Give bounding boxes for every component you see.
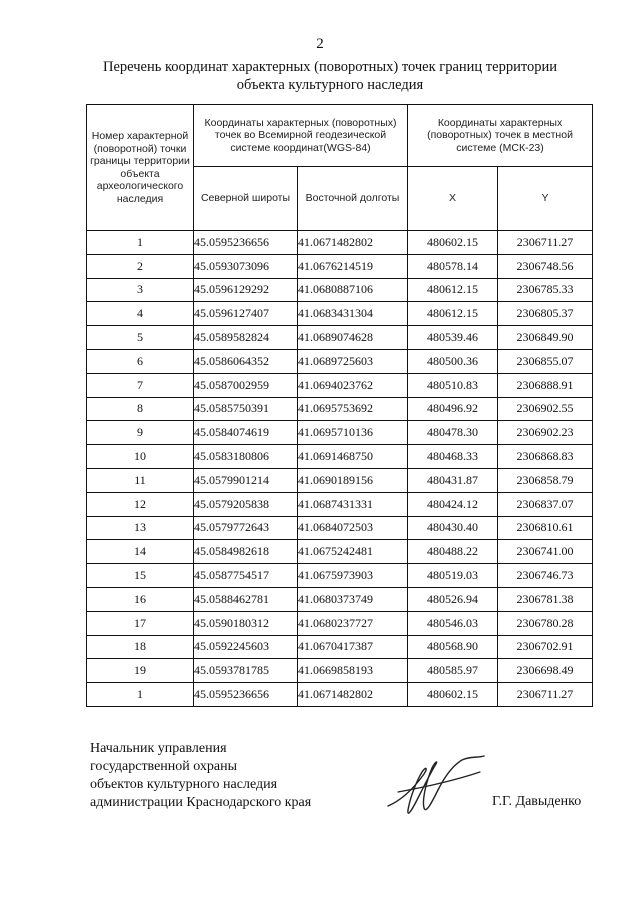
table-row — [87, 373, 593, 397]
latitude-cell: 45.0579772643 — [194, 516, 298, 540]
longitude-cell: 41.0683431304 — [298, 302, 408, 326]
x-coordinate-cell: 480568.90 — [408, 635, 498, 659]
y-coordinate-cell: 2306785.33 — [498, 278, 593, 302]
table-row — [87, 468, 593, 492]
x-coordinate-cell: 480546.03 — [408, 611, 498, 635]
signatory-name: Г.Г. Давыденко — [492, 794, 582, 809]
longitude-cell: 41.0694023762 — [298, 373, 408, 397]
longitude-cell: 41.0695710136 — [298, 421, 408, 445]
x-coordinate-cell: 480612.15 — [408, 302, 498, 326]
point-number-cell: 17 — [87, 611, 194, 635]
header-latitude: Северной широты — [194, 167, 298, 231]
latitude-cell: 45.0590180312 — [194, 611, 298, 635]
table-row — [87, 326, 593, 350]
x-coordinate-cell: 480602.15 — [408, 683, 498, 707]
x-coordinate-cell: 480430.40 — [408, 516, 498, 540]
header-x: X — [408, 167, 498, 231]
signatory-line-2: государственной охраны — [90, 759, 238, 774]
point-number-cell: 2 — [87, 254, 194, 278]
longitude-cell: 41.0671482802 — [298, 231, 408, 255]
x-coordinate-cell: 480424.12 — [408, 492, 498, 516]
title-line-2: объекта культурного наследия — [236, 77, 424, 93]
point-number-cell: 1 — [87, 683, 194, 707]
page-number: 2 — [316, 36, 324, 52]
longitude-cell: 41.0675973903 — [298, 564, 408, 588]
x-coordinate-cell: 480526.94 — [408, 587, 498, 611]
y-coordinate-cell: 2306780.28 — [498, 611, 593, 635]
point-number-cell: 13 — [87, 516, 194, 540]
x-coordinate-cell: 480585.97 — [408, 659, 498, 683]
longitude-cell: 41.0670417387 — [298, 635, 408, 659]
point-number-cell: 3 — [87, 278, 194, 302]
y-coordinate-cell: 2306746.73 — [498, 564, 593, 588]
table-row — [87, 540, 593, 564]
latitude-cell: 45.0592245603 — [194, 635, 298, 659]
point-number-cell: 1 — [87, 231, 194, 255]
longitude-cell: 41.0687431331 — [298, 492, 408, 516]
latitude-cell: 45.0587754517 — [194, 564, 298, 588]
table-row — [87, 564, 593, 588]
point-number-cell: 4 — [87, 302, 194, 326]
table-row — [87, 445, 593, 469]
longitude-cell: 41.0691468750 — [298, 445, 408, 469]
point-number-cell: 19 — [87, 659, 194, 683]
latitude-cell: 45.0588462781 — [194, 587, 298, 611]
y-coordinate-cell: 2306858.79 — [498, 468, 593, 492]
y-coordinate-cell: 2306849.90 — [498, 326, 593, 350]
longitude-cell: 41.0695753692 — [298, 397, 408, 421]
title-line-1: Перечень координат характерных (поворотных) точек границ территории — [102, 59, 558, 75]
x-coordinate-cell: 480602.15 — [408, 231, 498, 255]
y-coordinate-cell: 2306868.83 — [498, 445, 593, 469]
longitude-cell: 41.0669858193 — [298, 659, 408, 683]
point-number-cell: 14 — [87, 540, 194, 564]
y-coordinate-cell: 2306888.91 — [498, 373, 593, 397]
longitude-cell: 41.0675242481 — [298, 540, 408, 564]
point-number-cell: 7 — [87, 373, 194, 397]
handwritten-signature — [380, 748, 490, 828]
x-coordinate-cell: 480612.15 — [408, 278, 498, 302]
table-row — [87, 659, 593, 683]
coordinates-table — [86, 104, 593, 707]
point-number-cell: 9 — [87, 421, 194, 445]
latitude-cell: 45.0584982618 — [194, 540, 298, 564]
longitude-cell: 41.0684072503 — [298, 516, 408, 540]
longitude-cell: 41.0690189156 — [298, 468, 408, 492]
latitude-cell: 45.0584074619 — [194, 421, 298, 445]
y-coordinate-cell: 2306702.91 — [498, 635, 593, 659]
table-row — [87, 611, 593, 635]
longitude-cell: 41.0671482802 — [298, 683, 408, 707]
x-coordinate-cell: 480539.46 — [408, 326, 498, 350]
latitude-cell: 45.0579205838 — [194, 492, 298, 516]
latitude-cell: 45.0593781785 — [194, 659, 298, 683]
x-coordinate-cell: 480488.22 — [408, 540, 498, 564]
y-coordinate-cell: 2306837.07 — [498, 492, 593, 516]
table-row — [87, 587, 593, 611]
point-number-cell: 11 — [87, 468, 194, 492]
table-row — [87, 516, 593, 540]
latitude-cell: 45.0587002959 — [194, 373, 298, 397]
header-point-number: Номер характерной (поворотной) точки границы территории объекта археологического наследия — [87, 105, 194, 231]
point-number-cell: 5 — [87, 326, 194, 350]
longitude-cell: 41.0689725603 — [298, 349, 408, 373]
y-coordinate-cell: 2306810.61 — [498, 516, 593, 540]
x-coordinate-cell: 480510.83 — [408, 373, 498, 397]
x-coordinate-cell: 480478.30 — [408, 421, 498, 445]
table-row — [87, 254, 593, 278]
point-number-cell: 18 — [87, 635, 194, 659]
table-row — [87, 635, 593, 659]
latitude-cell: 45.0596127407 — [194, 302, 298, 326]
latitude-cell: 45.0585750391 — [194, 397, 298, 421]
table-row — [87, 302, 593, 326]
latitude-cell: 45.0589582824 — [194, 326, 298, 350]
point-number-cell: 16 — [87, 587, 194, 611]
latitude-cell: 45.0583180806 — [194, 445, 298, 469]
latitude-cell: 45.0586064352 — [194, 349, 298, 373]
point-number-cell: 15 — [87, 564, 194, 588]
table-row — [87, 397, 593, 421]
x-coordinate-cell: 480431.87 — [408, 468, 498, 492]
latitude-cell: 45.0595236656 — [194, 683, 298, 707]
point-number-cell: 6 — [87, 349, 194, 373]
y-coordinate-cell: 2306741.00 — [498, 540, 593, 564]
y-coordinate-cell: 2306748.56 — [498, 254, 593, 278]
header-longitude: Восточной долготы — [298, 167, 408, 231]
signatory-line-3: объектов культурного наследия — [90, 777, 278, 792]
longitude-cell: 41.0689074628 — [298, 326, 408, 350]
table-row — [87, 421, 593, 445]
x-coordinate-cell: 480500.36 — [408, 349, 498, 373]
header-y: Y — [498, 167, 593, 231]
x-coordinate-cell: 480468.33 — [408, 445, 498, 469]
y-coordinate-cell: 2306855.07 — [498, 349, 593, 373]
header-wgs84: Координаты характерных (поворотных) точек во Всемирной геодезической системе координат(WGS-84) — [194, 105, 408, 167]
table-row — [87, 278, 593, 302]
latitude-cell: 45.0595236656 — [194, 231, 298, 255]
x-coordinate-cell: 480496.92 — [408, 397, 498, 421]
longitude-cell: 41.0680887106 — [298, 278, 408, 302]
y-coordinate-cell: 2306698.49 — [498, 659, 593, 683]
signatory-line-4: администрации Краснодарского края — [90, 795, 312, 810]
y-coordinate-cell: 2306902.55 — [498, 397, 593, 421]
point-number-cell: 12 — [87, 492, 194, 516]
y-coordinate-cell: 2306781.38 — [498, 587, 593, 611]
longitude-cell: 41.0680373749 — [298, 587, 408, 611]
signatory-line-1: Начальник управления — [90, 741, 227, 756]
y-coordinate-cell: 2306902.23 — [498, 421, 593, 445]
table-row — [87, 683, 593, 707]
point-number-cell: 10 — [87, 445, 194, 469]
longitude-cell: 41.0676214519 — [298, 254, 408, 278]
table-row — [87, 231, 593, 255]
x-coordinate-cell: 480519.03 — [408, 564, 498, 588]
latitude-cell: 45.0593073096 — [194, 254, 298, 278]
point-number-cell: 8 — [87, 397, 194, 421]
y-coordinate-cell: 2306711.27 — [498, 231, 593, 255]
y-coordinate-cell: 2306805.37 — [498, 302, 593, 326]
x-coordinate-cell: 480578.14 — [408, 254, 498, 278]
table-row — [87, 349, 593, 373]
signatory-title — [90, 740, 311, 812]
latitude-cell: 45.0579901214 — [194, 468, 298, 492]
table-row — [87, 492, 593, 516]
longitude-cell: 41.0680237727 — [298, 611, 408, 635]
y-coordinate-cell: 2306711.27 — [498, 683, 593, 707]
latitude-cell: 45.0596129292 — [194, 278, 298, 302]
document-title — [60, 58, 600, 94]
header-msk23: Координаты характерных (поворотных) точек в местной системе (МСК-23) — [408, 105, 593, 167]
